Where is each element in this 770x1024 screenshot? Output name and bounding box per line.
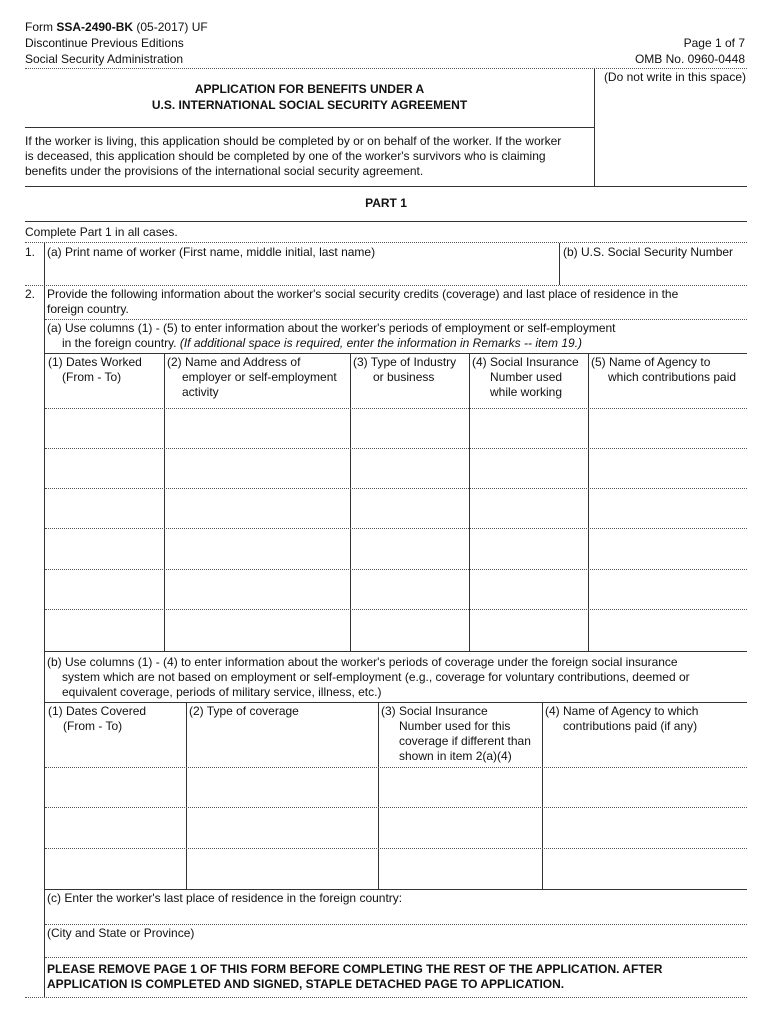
form-edition: (05-2017) UF: [133, 20, 208, 34]
form-id: SSA-2490-BK: [56, 20, 134, 34]
dates-covered-cell[interactable]: [45, 849, 186, 889]
header-rule: [25, 68, 747, 69]
item1-top-rule: [25, 242, 747, 243]
coverage-type-cell[interactable]: [187, 808, 378, 848]
employer-cell[interactable]: [165, 489, 350, 528]
industry-cell[interactable]: [351, 570, 469, 609]
agency-cell[interactable]: [589, 489, 747, 528]
col-coverage-agency-header: (4) Name of Agency to which: [545, 704, 699, 718]
item2a-rule: [45, 319, 747, 320]
dates-worked-cell[interactable]: [45, 409, 164, 448]
employer-cell[interactable]: [165, 409, 350, 448]
col-dates-covered-header: (From - To): [63, 719, 123, 733]
removal-notice-line: APPLICATION IS COMPLETED AND SIGNED, STAPLE DETACHED PAGE TO APPLICATION.: [47, 977, 565, 991]
removal-notice-line: PLEASE REMOVE PAGE 1 OF THIS FORM BEFORE COMPLETING THE REST OF THE APPLICATION. AFTER: [47, 962, 663, 976]
agency-cell[interactable]: [589, 570, 747, 609]
item2b-intro-line: system which are not based on employment or self-employment (e.g., coverage for voluntary contributions, deemed or: [62, 670, 690, 684]
office-use-label: (Do not write in this space): [603, 70, 746, 84]
col-coverage-type-header: (2) Type of coverage: [189, 704, 299, 718]
title-rule: [25, 127, 595, 128]
footer-rule: [25, 997, 747, 998]
coverage-agency-cell[interactable]: [543, 768, 747, 807]
coverage-number-cell[interactable]: [379, 768, 542, 807]
col-agency-header: which contributions paid: [608, 370, 737, 384]
ssn-field[interactable]: [560, 262, 747, 284]
item2b-intro-line: equivalent coverage, periods of military service, illness, etc.): [62, 685, 382, 699]
residence-field[interactable]: [45, 907, 747, 924]
agency-name: Social Security Administration: [25, 52, 184, 66]
residence-label: (c) Enter the worker's last place of residence in the foreign country:: [47, 891, 403, 905]
form-title-line2: U.S. INTERNATIONAL SOCIAL SECURITY AGREEMENT: [151, 98, 468, 112]
city-province-field[interactable]: [45, 942, 747, 957]
coverage-agency-cell[interactable]: [543, 849, 747, 889]
employer-cell[interactable]: [165, 449, 350, 488]
worker-name-field[interactable]: [45, 262, 559, 284]
col-employer-header: (2) Name and Address of: [167, 355, 301, 369]
page-number: Page 1 of 7: [683, 36, 745, 50]
col-insurance-number-header: while working: [490, 385, 563, 399]
employer-cell[interactable]: [165, 570, 350, 609]
col-coverage-agency-header: contributions paid (if any): [563, 719, 698, 733]
employer-cell[interactable]: [165, 529, 350, 569]
omb-number: OMB No. 0960-0448: [634, 52, 745, 66]
coverage-number-cell[interactable]: [379, 849, 542, 889]
col-agency-header: (5) Name of Agency to: [591, 355, 711, 369]
table2a-bottom-rule: [45, 651, 747, 652]
form-number: [25, 20, 208, 35]
insurance-number-cell[interactable]: [470, 529, 588, 569]
dates-worked-cell[interactable]: [45, 570, 164, 609]
employer-cell[interactable]: [165, 610, 350, 651]
insurance-number-cell[interactable]: [470, 610, 588, 651]
item2a-intro-line1: (a) Use columns (1) - (5) to enter information about the worker's periods of employment or self-employment: [47, 321, 616, 335]
col-insurance-number-header: (4) Social Insurance: [472, 355, 579, 369]
discontinue-note: Discontinue Previous Editions: [25, 36, 184, 50]
col-employer-header: activity: [182, 385, 219, 399]
coverage-number-cell[interactable]: [379, 808, 542, 848]
col-industry-header: (3) Type of Industry: [353, 355, 457, 369]
insurance-number-cell[interactable]: [470, 489, 588, 528]
col-coverage-number-header: (3) Social Insurance: [381, 704, 488, 718]
worker-name-label: (a) Print name of worker (First name, middle initial, last name): [47, 245, 376, 259]
item1-bottom-rule: [25, 285, 747, 286]
intro-line: is deceased, this application should be completed by one of the worker's survivors who is claiming: [25, 149, 546, 163]
agency-cell[interactable]: [589, 529, 747, 569]
intro-line: If the worker is living, this application should be completed by or on behalf of the worker. If the worker: [25, 134, 562, 148]
form-prefix: Form: [25, 20, 57, 34]
insurance-number-cell[interactable]: [470, 570, 588, 609]
dates-worked-cell[interactable]: [45, 610, 164, 651]
table2a-top-rule: [45, 353, 747, 354]
item2-number: 2.: [25, 287, 36, 301]
coverage-type-cell[interactable]: [187, 768, 378, 807]
table2b-top-rule: [45, 702, 747, 703]
table2b-bottom-rule: [45, 889, 747, 890]
industry-cell[interactable]: [351, 449, 469, 488]
col-dates-worked-header: (From - To): [62, 370, 122, 384]
part1-heading: PART 1: [365, 196, 407, 210]
col-coverage-number-header: Number used for this: [399, 719, 511, 733]
ssn-label: (b) U.S. Social Security Number: [563, 245, 734, 259]
coverage-type-cell[interactable]: [187, 849, 378, 889]
agency-cell[interactable]: [589, 409, 747, 448]
coverage-agency-cell[interactable]: [543, 808, 747, 848]
item2b-intro-line: (b) Use columns (1) - (4) to enter information about the worker's periods of coverage under the foreign social insurance: [47, 655, 678, 669]
industry-cell[interactable]: [351, 409, 469, 448]
form-title-line1: APPLICATION FOR BENEFITS UNDER A: [194, 82, 425, 96]
item2-intro-line: Provide the following information about the worker's social security credits (coverage) and last place of residence in the: [47, 287, 679, 301]
item2a-intro-text: in the foreign country.: [62, 336, 180, 350]
col-insurance-number-header: Number used: [490, 370, 563, 384]
city-rule: [45, 957, 747, 958]
agency-cell[interactable]: [589, 610, 747, 651]
agency-cell[interactable]: [589, 449, 747, 488]
dates-covered-cell[interactable]: [45, 808, 186, 848]
residence-rule: [45, 924, 747, 925]
dates-worked-cell[interactable]: [45, 489, 164, 528]
part1-rule: [25, 221, 747, 222]
item2a-remarks-note: (If additional space is required, enter the information in Remarks -- item 19.): [179, 336, 583, 350]
col-coverage-number-header: shown in item 2(a)(4): [399, 749, 512, 763]
col-employer-header: employer or self-employment: [182, 370, 337, 384]
col-coverage-number-header: coverage if different than: [399, 734, 531, 748]
intro-line: benefits under the provisions of the international social security agreement.: [25, 164, 424, 178]
col-dates-covered-header: (1) Dates Covered: [48, 704, 147, 718]
industry-cell[interactable]: [351, 529, 469, 569]
dates-worked-cell[interactable]: [45, 529, 164, 569]
item1-number: 1.: [25, 245, 36, 259]
dates-worked-cell[interactable]: [45, 449, 164, 488]
col-dates-worked-header: (1) Dates Worked: [48, 355, 142, 369]
industry-cell[interactable]: [351, 489, 469, 528]
intro-rule: [25, 186, 747, 187]
industry-cell[interactable]: [351, 610, 469, 651]
city-province-label: (City and State or Province): [47, 926, 195, 940]
insurance-number-cell[interactable]: [470, 449, 588, 488]
col-industry-header: or business: [373, 370, 435, 384]
part1-instruction: Complete Part 1 in all cases.: [25, 225, 178, 239]
item2a-intro-line2: [62, 336, 582, 351]
dates-covered-cell[interactable]: [45, 768, 186, 807]
item2-intro-line: foreign country.: [47, 302, 129, 316]
insurance-number-cell[interactable]: [470, 409, 588, 448]
